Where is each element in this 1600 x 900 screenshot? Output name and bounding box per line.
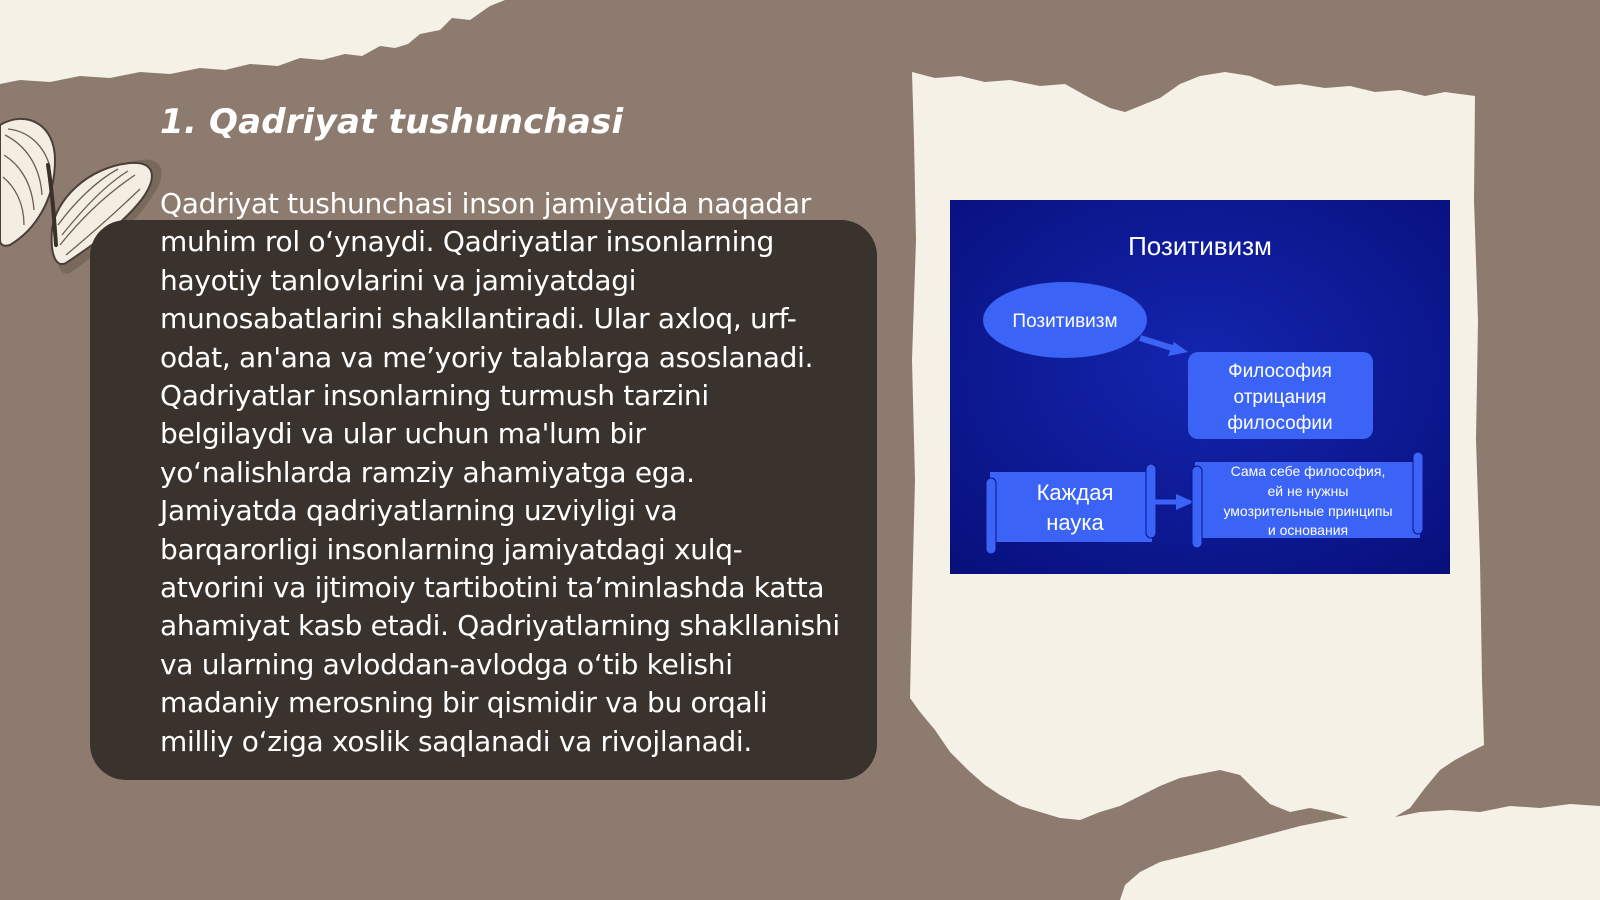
scroll-right-line-2: ей не нужны [1267, 483, 1349, 499]
box-label-line-2: отрицания [1233, 387, 1327, 408]
slide-body-text: Qadriyat tushunchasi inson jamiyatida naqadar muhim rol o‘ynaydi. Qadriyatlar insonlarning hayotiy tanlovlarini va jamiyatdagi munosabatlarini shakllantiradi. Ular axloq, urf-odat, an'ana va me’yoriy talablarga asoslanadi. Qadriyatlar insonlarning turmush tarzini belgilaydi va ular uchun ma'lum bir yo‘nalishlarda ramziy ahamiyatga ega. Jamiyatda qadriyatlarning uzviyligi va barqarorligi insonlarning jamiyatdagi xulq-atvorini va ijtimoiy tartibotini ta’minlashda katta ahamiyat kasb etadi. Qadriyatlarning shakllanishi va ularning avloddan-avlodga o‘tib kelishi madaniy merosning bir qismidir va bu orqali milliy o‘ziga xoslik saqlanadi va rivojlanadi. [160, 187, 840, 758]
scroll-right [1192, 452, 1423, 548]
scroll-left-line-1: Каждая [1036, 480, 1114, 505]
scroll-right-line-4: и основания [1267, 522, 1349, 538]
embedded-positivism-slide [950, 200, 1450, 574]
ellipse-label: Позитивизм [1012, 311, 1118, 332]
scroll-left-line-2: наука [1046, 510, 1104, 535]
torn-paper-bottom-right [1120, 804, 1600, 900]
slide-title: 1. Qadriyat tushunchasi [160, 102, 624, 142]
torn-paper-top-left [0, 0, 505, 84]
scroll-right-line-1: Сама себе философия, [1230, 463, 1386, 479]
embedded-slide-heading: Позитивизм [1128, 231, 1272, 261]
scroll-left [986, 464, 1156, 554]
box-label-line-3: философии [1227, 413, 1333, 434]
box-label-line-1: Философия [1228, 361, 1332, 382]
scroll-right-line-3: умозрительные принципы [1223, 503, 1393, 519]
